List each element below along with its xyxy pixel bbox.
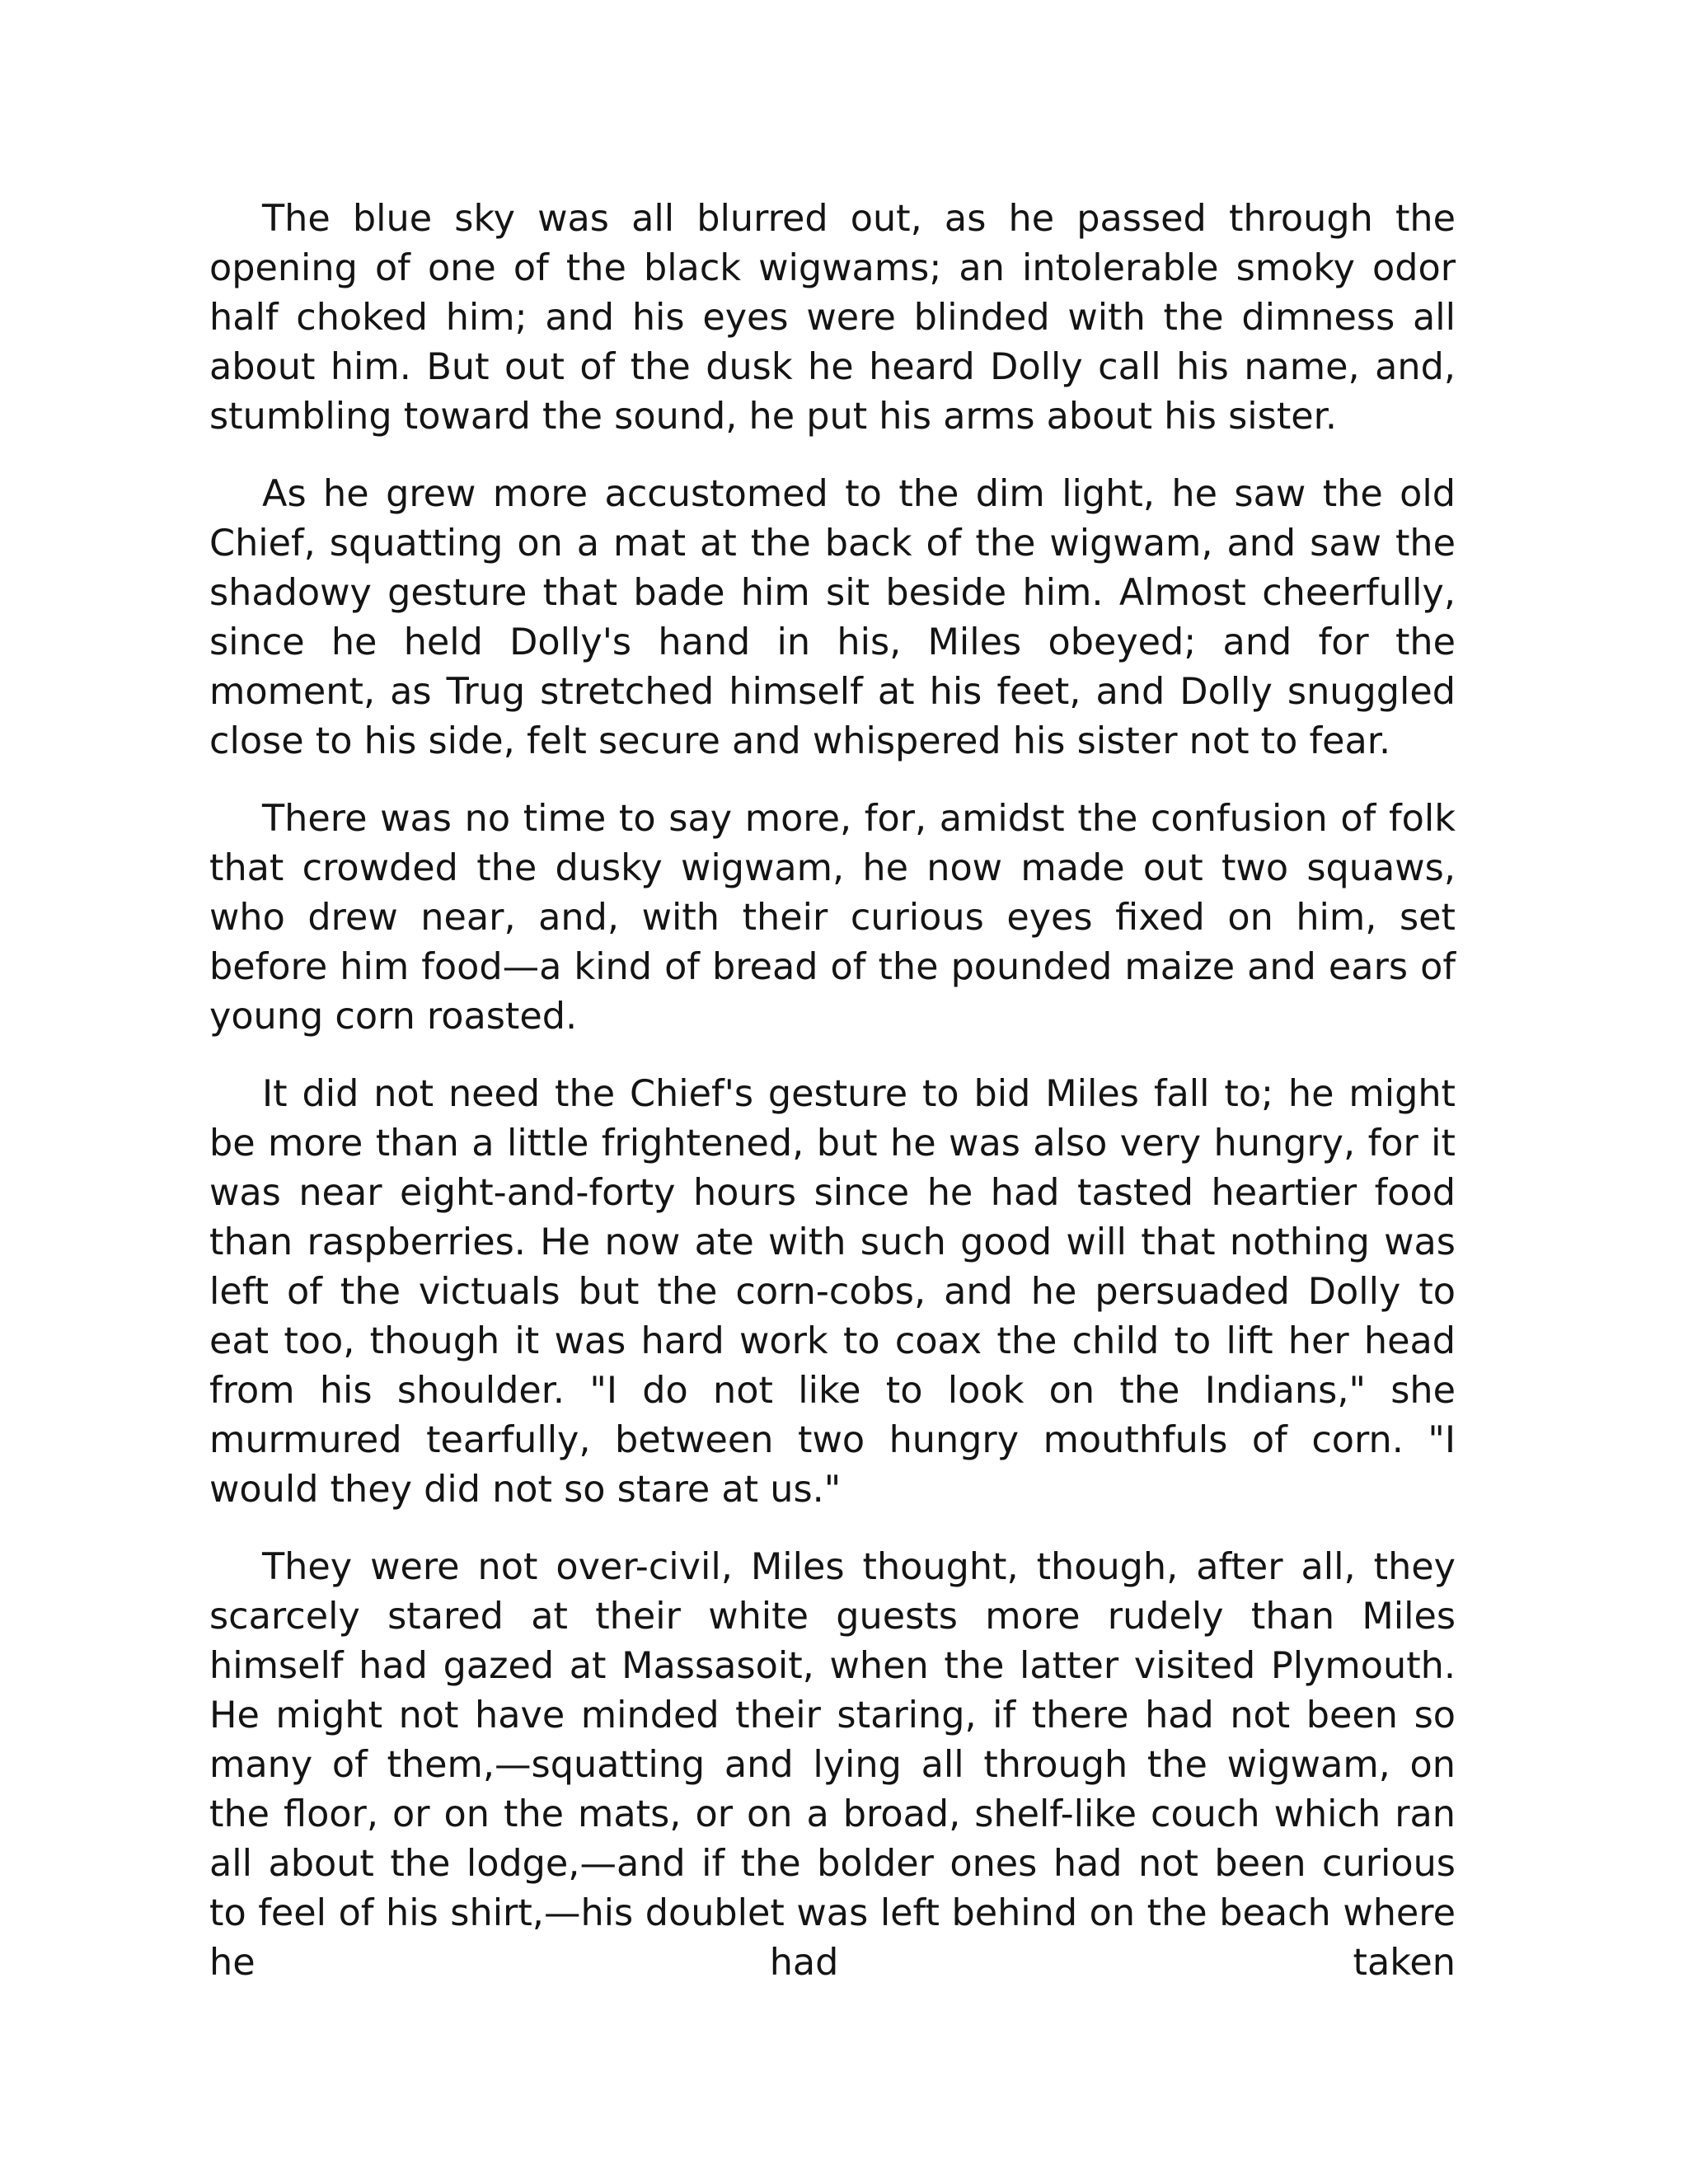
paragraph-2: As he grew more accustomed to the dim light, he saw the old Chief, squatting on a mat at the back of the wigwam, and saw the shadowy gesture that bade him sit beside him. Almost cheerfully, since he held Dolly's hand in his, Miles obeyed; and for the moment, as Trug stretched himself at his feet, and Dolly snuggled close to his side, felt secure and whispered his sister not to fear. [209,473,1456,762]
text-column [209,194,1456,1988]
paragraph-1: The blue sky was all blurred out, as he passed through the opening of one of the black wigwams; an intolerable smoky odor half choked him; and his eyes were blinded with the dimness all about him. But out of the dusk he heard Dolly call his name, and, stumbling toward the sound, he put his arms about his sister. [209,198,1456,438]
paragraph-4: It did not need the Chief's gesture to bid Miles fall to; he might be more than a little frightened, but he was also very hungry, for it was near eight-and-forty hours since he had tasted heartier food than raspberries. He now ate with such good will that nothing was left of the victuals but the corn-cobs, and he persuaded Dolly to eat too, though it was hard work to coax the child to lift her head from his shoulder. "I do not like to look on the Indians," she murmured tearfully, between two hungry mouthfuls of corn. "I would they did not so stare at us." [209,1073,1456,1511]
paragraph-5: They were not over-civil, Miles thought, though, after all, they scarcely stared at their white guests more rudely than Miles himself had gazed at Massasoit, when the latter visited Plymouth. He might not have minded their staring, if there had not been so many of them,—squatting and lying all through the wigwam, on the floor, or on the mats, or on a broad, shelf-like couch which ran all about the lodge,—and if the bolder ones had not been curious to feel of his shirt,—his doublet was left behind on the beach where he had taken [209,1546,1456,1984]
paragraph-3: There was no time to say more, for, amidst the confusion of folk that crowded the dusky wigwam, he now made out two squaws, who drew near, and, with their curious eyes fixed on him, set before him food—a kind of bread of the pounded maize and ears of young corn roasted. [209,798,1456,1038]
